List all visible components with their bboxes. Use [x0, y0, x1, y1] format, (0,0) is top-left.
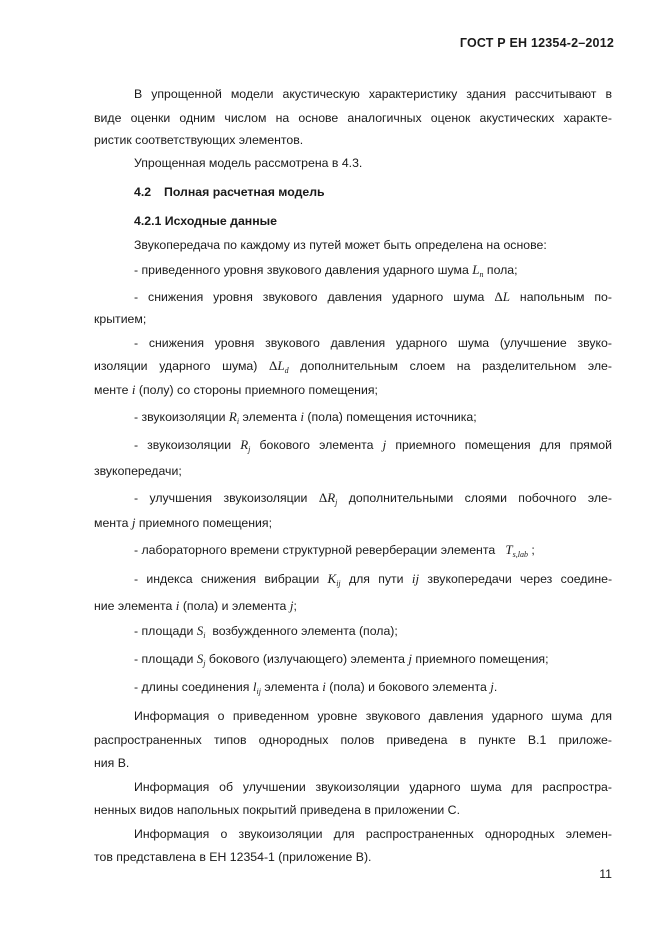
list-item — [134, 262, 612, 278]
item-text: бокового (излучающего) элемента — [208, 652, 405, 666]
paragraph-line: ненных видов напольных покрытий приведена в приложении С. — [94, 803, 460, 817]
item-text: бокового элемента — [259, 438, 374, 452]
section-title: Полная расчетная модель — [164, 185, 325, 199]
item-text: приемного помещения для прямой — [395, 438, 612, 452]
item-text: (полу) со стороны приемного помещения; — [138, 383, 378, 397]
item-text: дополнительными слоями побочного эле- — [348, 491, 612, 505]
item-text: - улучшения звукоизоляции — [134, 491, 308, 505]
symbol-delta-Rj: $\Delta R_j$ — [318, 490, 338, 507]
list-item — [134, 289, 612, 305]
list-item — [134, 409, 612, 425]
subsection-heading: 4.2.1 Исходные данные — [134, 214, 277, 228]
list-item — [134, 651, 612, 667]
item-text: изоляции ударного шума) — [94, 359, 258, 373]
item-text: менте — [94, 383, 129, 397]
symbol-i: i — [131, 382, 136, 397]
symbol-delta-Ld: $\Delta L_d$ — [269, 358, 289, 375]
paragraph-line: ния В. — [94, 756, 130, 770]
section-number: 4.2 — [134, 185, 152, 199]
list-item — [134, 623, 612, 639]
symbol-j: j — [382, 437, 387, 452]
symbol-delta-L: ΔL — [494, 289, 510, 304]
symbol-Si: $S_i$ — [196, 623, 206, 640]
paragraph-line: В упрощенной модели акустическую характеристику здания рассчитывают в — [134, 87, 612, 101]
item-text: мента — [94, 516, 129, 530]
list-item-continuation — [94, 382, 612, 398]
intro-line: Звукопередача по каждому из путей может быть определена на основе: — [134, 238, 547, 252]
item-text: элемента — [242, 410, 297, 424]
item-text: приемного помещения; — [138, 516, 272, 530]
item-text: напольным по- — [519, 290, 612, 304]
page-number: 11 — [599, 867, 612, 881]
symbol-j: j — [289, 598, 294, 613]
item-text: звукопередачи через соедине- — [427, 572, 613, 586]
list-item-continuation: крытием; — [94, 312, 147, 326]
item-text: ; — [531, 543, 535, 557]
section-heading — [134, 184, 612, 200]
paragraph-line: Упрощенная модель рассмотрена в 4.3. — [134, 156, 363, 170]
item-text: - индекса снижения вибрации — [134, 572, 320, 586]
list-item-continuation: звукопередачи; — [94, 464, 182, 478]
paragraph-line: Информация о звукоизоляции для распространенных однородных элемен- — [134, 827, 612, 841]
paragraph-line: Информация об улучшении звукоизоляции ударного шума для распростра- — [134, 780, 612, 794]
paragraph-line: тов представлена в ЕН 12354-1 (приложение В). — [94, 850, 372, 864]
item-text: возбужденного элемента (пола); — [212, 624, 398, 638]
list-item — [134, 437, 612, 453]
list-item — [134, 571, 612, 587]
item-text: элемента — [264, 680, 319, 694]
symbol-j: j — [490, 679, 494, 694]
document-code: ГОСТ Р ЕН 12354-2–2012 — [459, 36, 614, 50]
item-text: ; — [293, 599, 297, 613]
symbol-j: j — [131, 515, 136, 530]
list-item: - снижения уровня звукового давления ударного шума (улучшение звуко- — [134, 336, 612, 350]
item-text: - лабораторного времени структурной реверберации элемента — [134, 543, 496, 557]
item-text: пола; — [486, 263, 518, 277]
symbol-ij: ij — [411, 571, 420, 586]
paragraph-line: Информация о приведенном уровне звукового давления ударного шума для — [134, 709, 612, 723]
item-text: приемного помещения; — [415, 652, 549, 666]
item-text: - приведенного уровня звукового давления ударного шума — [134, 263, 469, 277]
item-text: . — [493, 680, 498, 694]
paragraph-line: виде оценки одним числом на основе аналогичных оценок акустических характе- — [94, 111, 612, 125]
list-item-continuation — [94, 358, 612, 374]
item-text: - длины соединения — [134, 680, 250, 694]
symbol-i: i — [300, 409, 304, 424]
symbol-Rj: $R_j$ — [240, 437, 251, 454]
list-item — [134, 490, 612, 506]
item-text: ние элемента — [94, 599, 173, 613]
item-text: - снижения уровня звукового давления ударного шума — [134, 290, 485, 304]
item-text: - звукоизоляции — [134, 438, 232, 452]
symbol-Ri: $R_i$ — [228, 409, 240, 426]
item-text: - площади — [134, 624, 194, 638]
item-text: для пути — [348, 572, 404, 586]
item-text: (пола) и элемента — [182, 599, 287, 613]
symbol-Sj: $S_j$ — [196, 651, 206, 668]
symbol-Ts-lab: $T_{s,lab}$ — [505, 542, 528, 559]
item-text: (пола) помещения источника; — [307, 410, 477, 424]
item-text: - площади — [134, 652, 194, 666]
symbol-i: i — [175, 598, 180, 613]
list-item-continuation — [94, 515, 612, 531]
paragraph-line: ристик соответствующих элементов. — [94, 133, 304, 147]
symbol-Kij: $K_{ij}$ — [327, 571, 341, 588]
symbol-i: i — [322, 679, 326, 694]
list-item — [134, 542, 612, 558]
list-item-continuation — [94, 598, 612, 614]
item-text: (пола) и бокового элемента — [329, 680, 487, 694]
paragraph-line: распространенных типов однородных полов приведена в пункте В.1 приложе- — [94, 733, 612, 747]
item-text: - звукоизоляции — [134, 410, 226, 424]
symbol-lij: $l_{ij}$ — [252, 679, 261, 696]
list-item — [134, 679, 612, 695]
symbol-Ln: $L_n$ — [472, 262, 484, 279]
symbol-j: j — [408, 651, 412, 666]
item-text: дополнительным слоем на разделительном эле- — [300, 359, 612, 373]
